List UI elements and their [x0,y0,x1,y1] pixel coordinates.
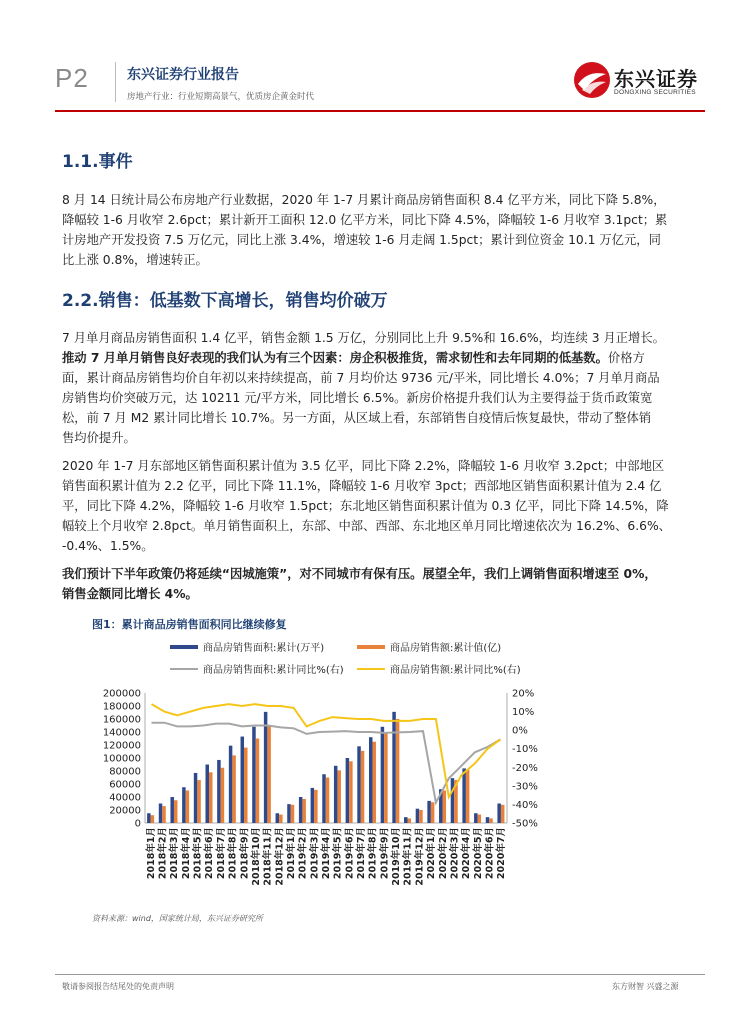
bar-sales-area [241,737,245,823]
bar-sales-value [349,761,353,823]
bar-sales-value [267,726,271,824]
bar-sales-value [174,800,178,823]
x-tick-label: 2020年2月 [437,827,449,880]
section2-paragraph-1 [62,328,702,448]
x-tick-label: 2019年2月 [297,827,309,880]
bar-sales-area [404,817,408,823]
x-tick-label: 2020年6月 [484,827,496,880]
section1-heading: 1.1.事件 [62,152,133,172]
bar-sales-area [264,712,268,823]
report-subtitle: 房地产行业：行业短期高景气，优质房企黄金时代 [127,92,315,102]
bar-sales-value [408,818,412,823]
legend-swatch-area [170,645,198,649]
bar-sales-area [334,766,338,823]
y-tick-label-right: 20% [512,688,535,700]
x-tick-label: 2019年5月 [332,827,344,880]
bar-sales-area [299,797,303,823]
bar-sales-value [337,770,341,823]
bar-sales-area [381,727,385,823]
bar-sales-value [326,778,330,824]
bar-sales-area [229,746,233,823]
text-line: 幅较上个月收窄 2.8pct。单月销售面积上，东部、中部、西部、东北地区单月同比增速依次为 16.2%、6.6%、 [62,519,671,533]
bar-sales-value [489,818,493,823]
x-tick-label: 2018年3月 [169,827,181,880]
bar-sales-value [396,719,400,823]
section2-heading: 2.2.销售：低基数下高增长，销售均价破万 [62,291,388,311]
bar-sales-value [256,739,260,824]
bar-sales-value [478,815,482,823]
bar-sales-value [197,780,201,823]
text-line: 2020 年 1-7 月东部地区销售面积累计值为 3.5 亿平，同比下降 2.2%，降幅较 1-6 月收窄 3.2pct；中部地区 [62,459,665,473]
legend-label-value-yoy: 商品房销售额:累计同比%(右) [390,665,521,676]
report-title: 东兴证券行业报告 [127,67,239,83]
figure-title: 图1：累计商品房销售面积同比继续修复 [92,618,287,631]
sales-chart [95,636,565,908]
x-tick-label: 2018年6月 [204,827,216,880]
bar-sales-value [431,802,435,823]
bar-sales-value [466,770,470,823]
y-tick-label-left: 80000 [109,766,141,778]
bar-sales-value [419,810,423,823]
y-tick-label-left: 120000 [102,740,141,752]
text-line: 售均价提升。 [62,431,136,445]
figure-source: 资料来源：wind，国家统计局，东兴证券研究所 [92,914,263,923]
disclaimer-note: 敬请参阅报告结尾处的免责声明 [62,982,174,991]
bar-sales-value [361,751,365,823]
y-tick-label-right: 10% [512,707,535,719]
y-tick-label-left: 20000 [109,805,141,817]
bar-sales-value [302,799,306,823]
x-tick-label: 2019年9月 [379,827,391,880]
bar-sales-area [182,787,186,823]
bar-sales-area [451,778,455,823]
bar-sales-value [186,791,190,824]
section2-paragraph-3 [62,564,702,604]
bar-sales-area [147,813,151,823]
bar-sales-value [244,748,248,823]
y-tick-label-right: -30% [512,781,538,793]
x-tick-label: 2020年5月 [472,827,484,880]
text-line: 面，累计商品房销售均价自年初以来持续提高，前 7 月均价达 9736 元/平米，同比增长 4.0%；7 月单月商品 [62,371,660,385]
text-line: 计房地产开发投资 7.5 万亿元，同比上涨 3.4%，增速较 1-6 月走阔 1.5pct；累计到位资金 10.1 万亿元，同 [62,233,661,247]
bar-sales-area [252,727,256,823]
bar-sales-area [346,758,350,823]
x-tick-label: 2018年5月 [192,827,204,880]
text-line: 8 月 14 日统计局公布房地产行业数据，2020 年 1-7 月累计商品房销售面积 8.4 亿平方米，同比下降 5.8%， [62,193,666,207]
y-tick-label-left: 160000 [102,714,141,726]
text-line: -0.4%、1.5%。 [62,539,154,553]
text-line: 比上涨 0.8%，增速转正。 [62,253,208,267]
bar-sales-area [170,797,174,823]
y-tick-label-right: -20% [512,762,538,774]
footer-rule [55,974,705,975]
bar-sales-value [314,790,318,823]
bar-sales-value [443,791,447,824]
x-tick-label: 2019年12月 [414,827,426,886]
header-rule [55,110,705,112]
legend-label-value: 商品房销售额:累计值(亿) [390,643,502,654]
x-tick-label: 2020年1月 [426,827,438,880]
bar-sales-value [162,806,166,823]
plot-area [103,689,538,886]
header-divider [115,62,116,102]
bar-sales-area [474,813,478,823]
company-logo-icon [572,60,612,100]
bar-sales-area [486,817,490,823]
y-tick-label-left: 180000 [102,701,141,713]
key-finding: 推动 7 月单月销售良好表现的我们认为有三个因素：房企积极推货，需求韧性和去年同期的低基数。 [62,351,608,365]
y-tick-label-right: -10% [512,744,538,756]
text-line: 松，前 7 月 M2 累计同比增长 10.7%。另一方面，从区域上看，东部销售自疫情后恢复最快，带动了整体销 [62,411,652,425]
bar-sales-area [392,712,396,823]
bar-sales-area [205,765,209,824]
y-tick-label-left: 100000 [102,753,141,765]
bar-sales-area [497,804,501,824]
x-tick-label: 2018年12月 [274,827,286,886]
x-tick-label: 2018年2月 [157,827,169,880]
bar-sales-value [232,755,236,823]
bar-sales-area [311,788,315,823]
x-tick-label: 2019年11月 [402,827,414,886]
bar-sales-area [159,804,163,824]
bar-sales-value [209,772,213,823]
x-tick-label: 2018年10月 [250,827,262,886]
section1-paragraph [62,190,702,270]
x-tick-label: 2018年7月 [215,827,227,880]
logo-text-cn: 东兴证券 [614,67,698,91]
y-tick-label-right: -50% [512,818,538,830]
legend-label-area: 商品房销售面积:累计(万平) [203,643,325,654]
text-line: 平，同比下降 4.2%，降幅较 1-6 月收窄 1.5pct；东北地区销售面积累计值为 0.3 亿平，同比下降 14.5%，降 [62,499,669,513]
text-line: 降幅较 1-6 月收窄 2.6pct；累计新开工面积 12.0 亿平方米，同比下降 4.5%，降幅较 1-6 月收窄 3.1pct；累 [62,213,668,227]
bar-sales-value [384,733,388,823]
bar-sales-area [462,768,466,823]
x-tick-label: 2018年4月 [180,827,192,880]
bar-sales-value [151,815,155,823]
x-tick-label: 2019年3月 [309,827,321,880]
x-tick-label: 2018年8月 [227,827,239,880]
x-tick-label: 2019年1月 [286,827,297,880]
x-tick-label: 2019年10月 [391,827,403,886]
bar-sales-area [287,804,291,823]
chart-legend [170,641,521,676]
y-tick-label-right: 0% [512,725,528,737]
bar-sales-value [372,742,376,823]
y-tick-label-left: 0 [134,818,141,830]
legend-swatch-value [357,645,385,649]
y-tick-label-left: 140000 [102,727,141,739]
x-tick-label: 2019年4月 [321,827,332,880]
page-number: P2 [55,63,89,93]
legend-label-area-yoy: 商品房销售面积:累计同比%(右) [203,665,344,676]
text-line: 房销售均价突破万元，达 10211 元/平方米，同比增长 6.5%。新房价格提升我们认为主要得益于货币政策宽 [62,391,653,405]
footer-slogan: 东方财智 兴盛之源 [612,982,679,991]
bar-sales-area [427,801,431,823]
bar-sales-value [501,805,505,823]
x-tick-label: 2019年6月 [344,827,356,880]
y-tick-label-left: 200000 [102,688,141,700]
bar-sales-area [322,774,326,823]
x-tick-label: 2020年7月 [496,827,508,880]
y-tick-label-right: -40% [512,799,538,811]
text-line: 我们预计下半年政策仍将延续“因城施策”，对不同城市有保有压。展望全年，我们上调销售面积增速至 0%， [62,567,657,581]
logo-text-en: DONGXING SECURITIES [614,89,696,96]
bar-sales-value [291,805,295,823]
x-tick-label: 2019年8月 [367,827,379,880]
bar-sales-area [357,746,361,823]
bar-sales-area [369,737,373,823]
x-tick-label: 2018年1月 [145,827,157,880]
text-line: 销售金额同比增长 4%。 [62,587,198,601]
bar-sales-area [276,813,280,823]
section2-paragraph-2 [62,456,702,556]
bar-sales-area [217,760,221,823]
x-tick-label: 2018年11月 [262,827,274,886]
bar-sales-area [416,809,420,823]
bar-sales-value [221,768,225,823]
x-tick-label: 2018年9月 [239,827,251,880]
text-line: 7 月单月商品房销售面积 1.4 亿平，销售金额 1.5 万亿，分别同比上升 9.5%和 16.6%，均连续 3 月正增长。 [62,331,665,345]
bar-sales-value [279,815,283,823]
bar-sales-area [194,773,198,823]
y-tick-label-left: 60000 [109,779,141,791]
x-tick-label: 2020年3月 [449,827,461,880]
text-line: 推动 7 月单月销售良好表现的我们认为有三个因素：房企积极推货，需求韧性和去年同期的低基数。价格方 [62,351,645,365]
x-tick-label: 2019年7月 [356,827,367,880]
text-line: 销售面积累计值为 2.2 亿平，同比下降 11.1%，降幅较 1-6 月收窄 3pct；西部地区销售面积累计值为 2.4 亿 [62,479,662,493]
x-tick-label: 2020年4月 [461,827,473,880]
y-tick-label-left: 40000 [109,792,141,804]
